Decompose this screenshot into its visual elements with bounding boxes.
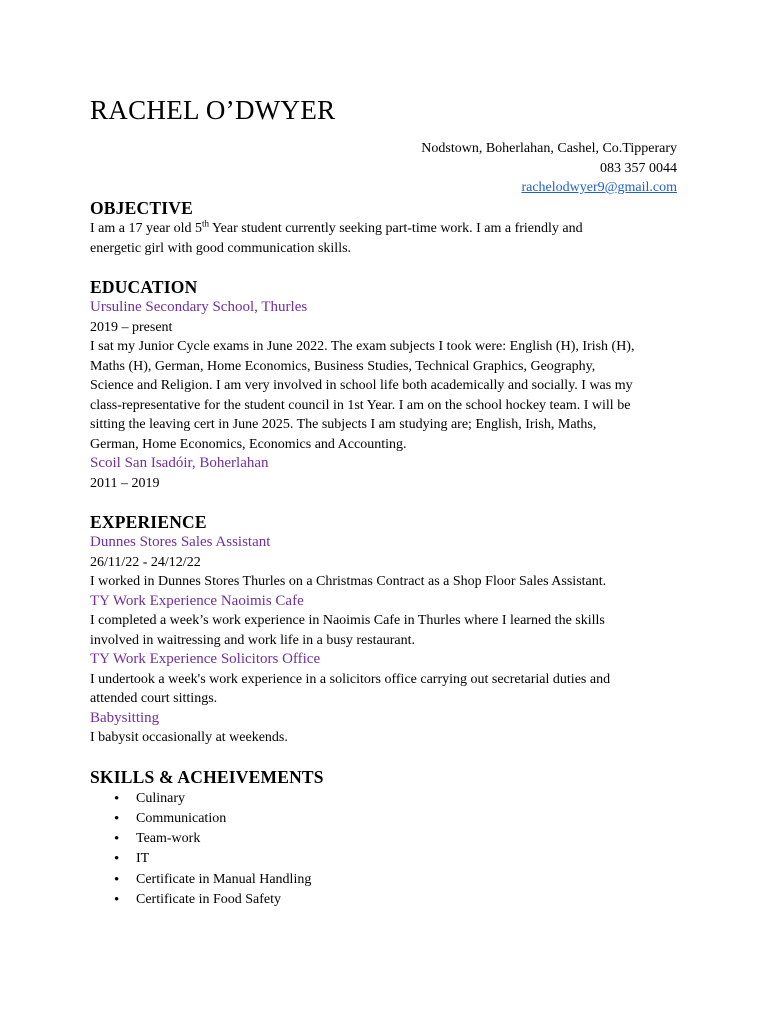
phone-number: 083 357 0044 <box>600 160 677 176</box>
objective-heading: OBJECTIVE <box>90 198 193 218</box>
experience-line: I babysit occasionally at weekends. <box>90 730 288 745</box>
education-line: class-representative for the student council in 1st Year. I am on the school hockey team. I will be <box>90 397 631 413</box>
skills-section <box>90 766 680 911</box>
education-heading: EDUCATION <box>90 277 198 297</box>
email-link[interactable]: rachelodwyer9@gmail.com <box>521 180 677 195</box>
skill-item: • IT <box>136 849 680 869</box>
experience-line: I undertook a week's work experience in a solicitors office carrying out secretarial duties and <box>90 671 611 687</box>
objective-section <box>90 197 680 258</box>
education-dates-2: 2011 – 2019 <box>90 475 160 491</box>
education-dates-1: 2019 – present <box>90 319 173 335</box>
skill-item: • Communication <box>136 809 680 829</box>
skill-item: • Culinary <box>136 789 680 809</box>
objective-line-1 <box>90 219 680 239</box>
skills-heading: SKILLS & ACHEIVEMENTS <box>90 766 324 787</box>
experience-title-1: Dunnes Stores Sales Assistant <box>90 534 271 550</box>
experience-line: I worked in Dunnes Stores Thurles on a Christmas Contract as a Shop Floor Sales Assistant. <box>90 574 607 589</box>
objective-ordinal: th <box>201 218 209 229</box>
education-line: sitting the leaving cert in June 2025. The subjects I am studying are; English, Irish, Maths, <box>90 417 597 432</box>
experience-section <box>90 511 680 748</box>
skill-item: • Team-work <box>136 829 680 849</box>
education-line: Science and Religion. I am very involved in school life both academically and socially. I was my <box>90 378 633 393</box>
cv-body <box>90 197 680 910</box>
skill-item: • Certificate in Food Safety <box>136 890 680 910</box>
skills-list <box>90 789 680 911</box>
experience-title-4: Babysitting <box>90 709 160 726</box>
contact-block <box>421 139 677 198</box>
education-section <box>90 276 680 493</box>
experience-title-3: TY Work Experience Solicitors Office <box>90 651 321 667</box>
objective-text-a: I am a 17 year old 5 <box>90 221 202 236</box>
education-line: I sat my Junior Cycle exams in June 2022. The exam subjects I took were: English (H), Irish (H), <box>90 339 635 354</box>
experience-dates-1: 26/11/22 - 24/12/22 <box>90 554 201 570</box>
experience-line: I completed a week’s work experience in Naoimis Cafe in Thurles where I learned the skills <box>90 613 605 628</box>
experience-line: involved in waitressing and work life in a busy restaurant. <box>90 632 416 648</box>
address: Nodstown, Boherlahan, Cashel, Co.Tipperary <box>421 141 677 156</box>
cv-name: RACHEL O’DWYER <box>90 95 336 125</box>
objective-line-2: energetic girl with good communication skills. <box>90 240 352 256</box>
experience-title-2: TY Work Experience Naoimis Cafe <box>90 592 304 609</box>
experience-heading: EXPERIENCE <box>90 512 207 532</box>
education-line: German, Home Economics, Economics and Accounting. <box>90 436 407 452</box>
education-title-1: Ursuline Secondary School, Thurles <box>90 299 308 315</box>
education-line: Maths (H), German, Home Economics, Business Studies, Technical Graphics, Geography, <box>90 358 596 374</box>
education-title-2: Scoil San Isadóir, Boherlahan <box>90 455 269 471</box>
skill-item: • Certificate in Manual Handling <box>136 870 680 890</box>
experience-line: attended court sittings. <box>90 691 218 706</box>
objective-text-b: Year student currently seeking part-time work. I am a friendly and <box>208 221 583 236</box>
